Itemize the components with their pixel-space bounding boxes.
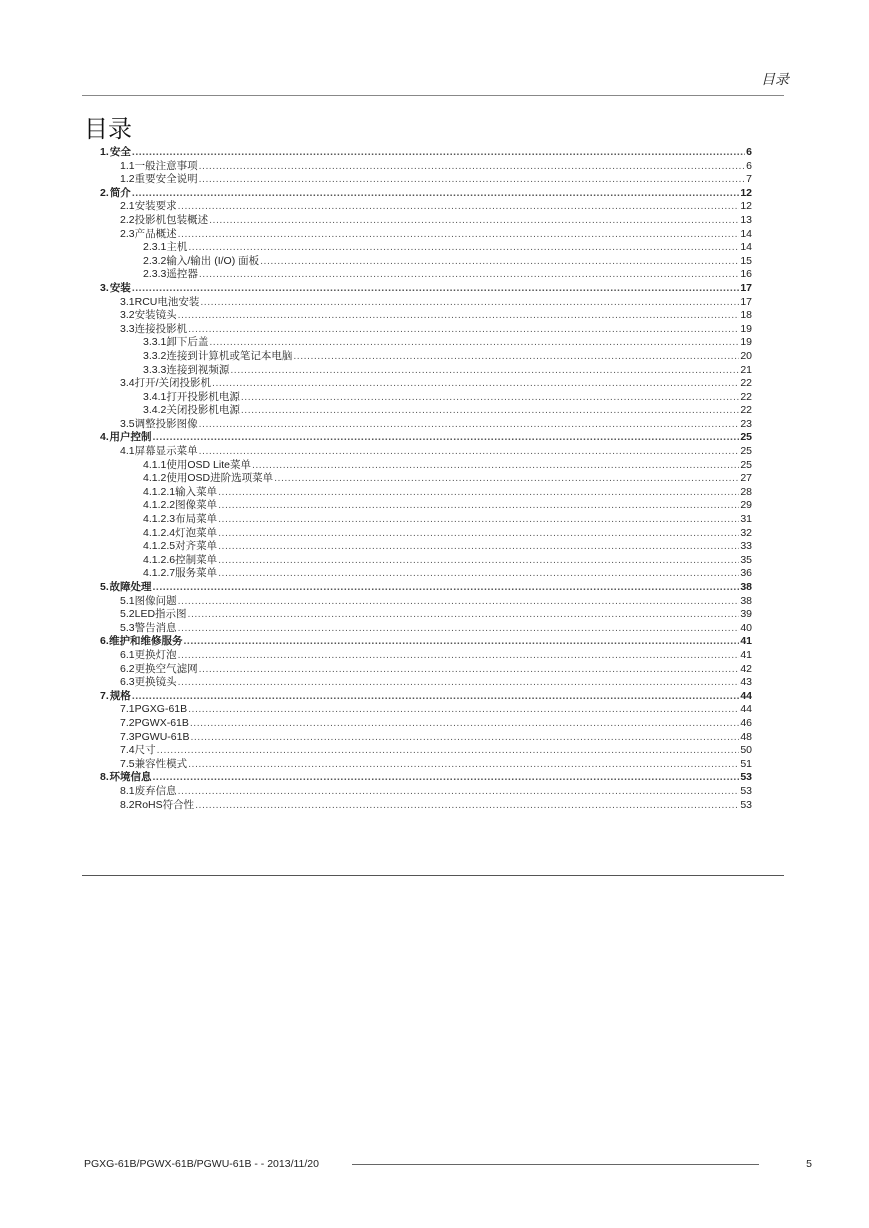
toc-entry-label: 输入/输出 (I/O) 面板 xyxy=(166,254,260,267)
toc-entry-page: 35 xyxy=(740,553,752,566)
toc-dot-leader xyxy=(217,567,739,581)
toc-entry-number: 2.3.1 xyxy=(143,241,167,254)
toc-entry-page: 22 xyxy=(740,404,752,417)
toc-entry-label: 尺寸 xyxy=(134,744,156,757)
footer-document-id: PGXG-61B/PGWX-61B/PGWU-61B - - 2013/11/20 xyxy=(84,1158,319,1170)
toc-dot-leader xyxy=(182,635,739,649)
toc-dot-leader xyxy=(187,608,740,622)
toc-dot-leader xyxy=(217,486,739,500)
toc-entry-number: 4.1.2.3 xyxy=(143,513,176,526)
toc-entry-number: 4.1.2.6 xyxy=(143,553,176,566)
toc-dot-leader xyxy=(217,540,739,554)
toc-entry-8[interactable] xyxy=(100,771,752,785)
toc-entry-label: 更换镜头 xyxy=(134,676,177,689)
toc-entry-page: 21 xyxy=(740,363,752,376)
running-header-title: 目录 xyxy=(761,71,789,87)
toc-entry-label: 遥控器 xyxy=(166,268,198,281)
toc-entry-number: 3.3.2 xyxy=(143,349,167,362)
toc-entry-number: 4.1.2.7 xyxy=(143,567,176,580)
toc-entry-page: 53 xyxy=(740,784,752,797)
toc-dot-leader xyxy=(189,731,739,745)
toc-entry-label: 用户控制 xyxy=(109,431,152,444)
toc-entry-number: 3.2 xyxy=(120,309,135,322)
toc-entry-page: 25 xyxy=(740,445,752,458)
toc-entry-label: 关闭投影机电源 xyxy=(166,404,240,417)
toc-entry-page: 23 xyxy=(740,417,752,430)
toc-entry-number: 3.3.1 xyxy=(143,336,167,349)
toc-entry-label: 服务菜单 xyxy=(175,567,218,580)
toc-entry-page: 22 xyxy=(740,390,752,403)
toc-entry-7-3[interactable] xyxy=(100,731,752,745)
toc-entry-label: 灯泡菜单 xyxy=(175,526,218,539)
toc-entry-3-3-3[interactable] xyxy=(100,364,752,378)
toc-entry-label: 调整投影图像 xyxy=(134,417,198,430)
toc-entry-label: 废弃信息 xyxy=(134,784,177,797)
toc-entry-label: RCU电池安装 xyxy=(134,295,200,308)
toc-entry-page: 14 xyxy=(740,241,752,254)
toc-dot-leader xyxy=(208,336,739,350)
toc-entry-7-1[interactable] xyxy=(100,703,752,717)
toc-entry-7-2[interactable] xyxy=(100,717,752,731)
toc-entry-label: 产品概述 xyxy=(134,227,177,240)
toc-entry-3-3-2[interactable] xyxy=(100,350,752,364)
content-end-divider xyxy=(82,875,784,876)
toc-dot-leader xyxy=(151,581,739,595)
toc-entry-6[interactable] xyxy=(100,635,752,649)
toc-entry-label: 打开/关闭投影机 xyxy=(134,377,212,390)
toc-dot-leader xyxy=(198,663,740,677)
toc-entry-number: 5.3 xyxy=(120,621,135,634)
toc-entry-2[interactable] xyxy=(100,187,752,201)
toc-entry-number: 4. xyxy=(100,431,109,444)
toc-entry-number: 7.4 xyxy=(120,744,135,757)
toc-entry-label: 安装要求 xyxy=(134,200,177,213)
toc-dot-leader xyxy=(151,771,739,785)
toc-entry-number: 7.5 xyxy=(120,757,135,770)
toc-entry-number: 7.2 xyxy=(120,716,135,729)
toc-dot-leader xyxy=(177,228,740,242)
toc-dot-leader xyxy=(131,690,740,704)
toc-entry-label: 使用OSD进阶选项菜单 xyxy=(166,472,274,485)
toc-entry-2-1[interactable] xyxy=(100,200,752,214)
toc-entry-label: 重要安全说明 xyxy=(134,173,198,186)
toc-dot-leader xyxy=(131,282,740,296)
toc-entry-4-1-2-4[interactable] xyxy=(100,527,752,541)
toc-entry-page: 18 xyxy=(740,309,752,322)
toc-dot-leader xyxy=(259,255,739,269)
toc-entry-page: 6 xyxy=(746,159,752,172)
toc-entry-page: 12 xyxy=(740,200,752,213)
toc-entry-number: 7.3 xyxy=(120,730,135,743)
toc-dot-leader xyxy=(217,554,739,568)
toc-entry-number: 3.3.3 xyxy=(143,363,167,376)
toc-entry-page: 39 xyxy=(740,608,752,621)
toc-entry-page: 17 xyxy=(740,281,752,294)
toc-entry-page: 42 xyxy=(740,662,752,675)
toc-entry-4-1-2-1[interactable] xyxy=(100,486,752,500)
toc-entry-label: 主机 xyxy=(166,241,188,254)
toc-entry-label: 连接到计算机或笔记本电脑 xyxy=(166,349,293,362)
toc-dot-leader xyxy=(187,758,739,772)
toc-entry-2-3-1[interactable] xyxy=(100,241,752,255)
toc-entry-page: 16 xyxy=(740,268,752,281)
toc-entry-page: 13 xyxy=(740,213,752,226)
toc-entry-number: 4.1 xyxy=(120,445,135,458)
toc-entry-4-1[interactable] xyxy=(100,445,752,459)
toc-entry-label: 更换灯泡 xyxy=(134,648,177,661)
toc-entry-number: 6.1 xyxy=(120,648,135,661)
toc-dot-leader xyxy=(187,703,739,717)
toc-entry-4-1-2-6[interactable] xyxy=(100,554,752,568)
toc-entry-number: 4.1.2.1 xyxy=(143,485,176,498)
toc-entry-3-1[interactable] xyxy=(100,296,752,310)
toc-dot-leader xyxy=(217,499,739,513)
footer-divider xyxy=(352,1164,759,1165)
toc-dot-leader xyxy=(131,187,740,201)
toc-entry-page: 12 xyxy=(740,186,752,199)
toc-entry-number: 4.1.2.2 xyxy=(143,499,176,512)
toc-entry-label: 简介 xyxy=(109,186,131,199)
toc-entry-page: 15 xyxy=(740,254,752,267)
toc-entry-number: 5. xyxy=(100,581,109,593)
toc-entry-3-2[interactable] xyxy=(100,309,752,323)
toc-entry-number: 8.1 xyxy=(120,784,135,797)
toc-entry-4-1-2-5[interactable] xyxy=(100,540,752,554)
toc-entry-page: 32 xyxy=(740,526,752,539)
toc-entry-number: 1. xyxy=(100,146,109,158)
toc-entry-number: 3.4.2 xyxy=(143,404,167,417)
toc-entry-page: 31 xyxy=(740,513,752,526)
toc-entry-label: 故障处理 xyxy=(109,581,152,593)
toc-entry-number: 2.3.3 xyxy=(143,268,167,281)
toc-entry-label: 打开投影机电源 xyxy=(166,390,240,403)
toc-dot-leader xyxy=(189,717,739,731)
toc-dot-leader xyxy=(198,160,746,174)
toc-entry-2-3-3[interactable] xyxy=(100,268,752,282)
toc-entry-label: 安全 xyxy=(109,146,131,158)
toc-entry-4[interactable] xyxy=(100,431,752,445)
toc-entry-label: RoHS符合性 xyxy=(134,798,195,811)
toc-entry-page: 33 xyxy=(740,540,752,553)
toc-dot-leader xyxy=(151,431,739,445)
toc-dot-leader xyxy=(217,513,739,527)
toc-entry-page: 53 xyxy=(740,771,752,784)
toc-entry-number: 4.1.1 xyxy=(143,458,167,471)
toc-entry-page: 43 xyxy=(740,676,752,689)
toc-entry-3-4-1[interactable] xyxy=(100,391,752,405)
toc-dot-leader xyxy=(240,404,739,418)
toc-entry-number: 3.4 xyxy=(120,377,135,390)
toc-entry-7-5[interactable] xyxy=(100,758,752,772)
toc-entry-6-2[interactable] xyxy=(100,663,752,677)
toc-entry-number: 8. xyxy=(100,771,109,784)
toc-dot-leader xyxy=(177,785,740,799)
toc-entry-1-1[interactable] xyxy=(100,160,752,174)
toc-entry-label: 维护和维修服务 xyxy=(108,635,183,648)
toc-entry-label: 使用OSD Lite菜单 xyxy=(166,458,251,471)
toc-dot-leader xyxy=(208,214,739,228)
toc-dot-leader xyxy=(177,622,740,636)
toc-entry-page: 41 xyxy=(740,648,752,661)
toc-entry-label: LED指示图 xyxy=(134,608,187,621)
toc-entry-1[interactable] xyxy=(100,146,752,160)
toc-dot-leader xyxy=(198,268,739,282)
toc-entry-page: 19 xyxy=(740,336,752,349)
toc-entry-number: 2.1 xyxy=(120,200,135,213)
toc-entry-label: 连接到视频源 xyxy=(166,363,230,376)
toc-dot-leader xyxy=(177,676,740,690)
toc-entry-number: 3. xyxy=(100,281,109,294)
toc-entry-number: 4.1.2.5 xyxy=(143,540,176,553)
toc-dot-leader xyxy=(194,799,739,813)
toc-entry-3[interactable] xyxy=(100,282,752,296)
toc-entry-label: 连接投影机 xyxy=(134,322,188,335)
toc-entry-label: 兼容性模式 xyxy=(134,757,188,770)
toc-entry-4-1-1[interactable] xyxy=(100,459,752,473)
toc-dot-leader xyxy=(177,200,740,214)
toc-entry-number: 6. xyxy=(100,635,109,648)
toc-entry-number: 3.5 xyxy=(120,417,135,430)
toc-entry-label: 安装镜头 xyxy=(134,309,177,322)
toc-entry-number: 2.2 xyxy=(120,213,135,226)
toc-entry-4-1-2[interactable] xyxy=(100,472,752,486)
toc-entry-number: 3.4.1 xyxy=(143,390,167,403)
toc-entry-4-1-2-7[interactable] xyxy=(100,567,752,581)
toc-entry-5[interactable] xyxy=(100,581,752,595)
toc-entry-label: PGWX-61B xyxy=(134,716,189,729)
toc-dot-leader xyxy=(240,391,739,405)
toc-entry-4-1-2-3[interactable] xyxy=(100,513,752,527)
toc-entry-label: 更换空气滤网 xyxy=(134,662,198,675)
toc-entry-page: 40 xyxy=(740,621,752,634)
toc-entry-page: 7 xyxy=(746,173,752,186)
toc-entry-number: 3.3 xyxy=(120,322,135,335)
toc-dot-leader xyxy=(217,527,739,541)
toc-dot-leader xyxy=(177,595,740,609)
toc-entry-8-1[interactable] xyxy=(100,785,752,799)
toc-entry-number: 6.3 xyxy=(120,676,135,689)
toc-entry-number: 5.2 xyxy=(120,608,135,621)
toc-entry-number: 8.2 xyxy=(120,798,135,811)
toc-entry-number: 5.1 xyxy=(120,594,135,607)
toc-entry-number: 6.2 xyxy=(120,662,135,675)
toc-entry-page: 6 xyxy=(746,146,752,158)
toc-dot-leader xyxy=(292,350,739,364)
toc-dot-leader xyxy=(211,377,739,391)
toc-entry-6-1[interactable] xyxy=(100,649,752,663)
toc-entry-number: 4.1.2.4 xyxy=(143,526,176,539)
toc-entry-label: 投影机包装概述 xyxy=(134,213,209,226)
toc-entry-label: 规格 xyxy=(109,689,131,702)
toc-entry-label: 安装 xyxy=(109,281,131,294)
toc-entry-2-3[interactable] xyxy=(100,228,752,242)
toc-dot-leader xyxy=(177,309,740,323)
toc-dot-leader xyxy=(273,472,739,486)
toc-dot-leader xyxy=(198,173,746,187)
toc-entry-label: 警告消息 xyxy=(134,621,177,634)
toc-entry-page: 53 xyxy=(740,798,752,811)
toc-entry-label: 控制菜单 xyxy=(175,553,218,566)
toc-entry-number: 2.3.2 xyxy=(143,254,167,267)
toc-entry-page: 44 xyxy=(740,689,752,702)
toc-entry-5-2[interactable] xyxy=(100,608,752,622)
toc-entry-label: 输入菜单 xyxy=(175,485,218,498)
toc-entry-number: 4.1.2 xyxy=(143,472,167,485)
toc-entry-page: 25 xyxy=(740,431,752,444)
page-title: 目录 xyxy=(84,116,132,143)
toc-dot-leader xyxy=(177,649,740,663)
toc-dot-leader xyxy=(229,364,739,378)
toc-entry-2-3-2[interactable] xyxy=(100,255,752,269)
toc-entry-number: 7. xyxy=(100,689,109,702)
toc-entry-4-1-2-2[interactable] xyxy=(100,499,752,513)
toc-dot-leader xyxy=(199,296,739,310)
toc-entry-label: 图像问题 xyxy=(134,594,177,607)
toc-entry-label: PGWU-61B xyxy=(134,730,190,743)
toc-entry-page: 25 xyxy=(740,458,752,471)
toc-entry-page: 36 xyxy=(740,567,752,580)
toc-entry-5-1[interactable] xyxy=(100,595,752,609)
toc-entry-page: 51 xyxy=(740,757,752,770)
toc-entry-6-3[interactable] xyxy=(100,676,752,690)
toc-entry-label: 对齐菜单 xyxy=(175,540,218,553)
toc-entry-page: 41 xyxy=(740,635,752,648)
toc-entry-label: 卸下后盖 xyxy=(166,336,209,349)
toc-dot-leader xyxy=(187,241,739,255)
toc-entry-number: 1.2 xyxy=(120,173,135,186)
toc-entry-page: 17 xyxy=(740,295,752,308)
toc-entry-label: 布局菜单 xyxy=(175,513,218,526)
toc-entry-label: PGXG-61B xyxy=(134,703,188,716)
toc-dot-leader xyxy=(187,323,739,337)
toc-entry-3-3-1[interactable] xyxy=(100,336,752,350)
toc-entry-page: 44 xyxy=(740,703,752,716)
toc-dot-leader xyxy=(156,744,740,758)
toc-dot-leader xyxy=(131,146,745,160)
toc-entry-label: 图像菜单 xyxy=(175,499,218,512)
toc-entry-page: 20 xyxy=(740,349,752,362)
toc-entry-3-4[interactable] xyxy=(100,377,752,391)
toc-entry-page: 22 xyxy=(740,377,752,390)
toc-entry-5-3[interactable] xyxy=(100,622,752,636)
toc-entry-number: 3.1 xyxy=(120,295,135,308)
header-divider xyxy=(82,95,784,96)
toc-entry-8-2[interactable] xyxy=(100,799,752,813)
table-of-contents xyxy=(100,146,752,812)
toc-entry-page: 14 xyxy=(740,227,752,240)
footer-page-number: 5 xyxy=(806,1158,812,1170)
toc-entry-page: 38 xyxy=(740,581,752,593)
toc-entry-1-2[interactable] xyxy=(100,173,752,187)
toc-entry-label: 屏幕显示菜单 xyxy=(134,445,198,458)
toc-entry-page: 48 xyxy=(740,730,752,743)
toc-entry-3-5[interactable] xyxy=(100,418,752,432)
toc-entry-page: 29 xyxy=(740,499,752,512)
toc-entry-number: 1.1 xyxy=(120,159,135,172)
toc-dot-leader xyxy=(251,459,739,473)
toc-entry-3-3[interactable] xyxy=(100,323,752,337)
toc-entry-2-2[interactable] xyxy=(100,214,752,228)
toc-entry-number: 2. xyxy=(100,186,109,199)
toc-entry-page: 38 xyxy=(740,594,752,607)
toc-dot-leader xyxy=(198,445,740,459)
toc-entry-page: 19 xyxy=(740,322,752,335)
toc-dot-leader xyxy=(198,418,740,432)
toc-entry-number: 2.3 xyxy=(120,227,135,240)
toc-entry-page: 27 xyxy=(740,472,752,485)
toc-entry-label: 一般注意事项 xyxy=(134,159,198,172)
toc-entry-7[interactable] xyxy=(100,690,752,704)
toc-entry-label: 环境信息 xyxy=(109,771,152,784)
toc-entry-page: 50 xyxy=(740,744,752,757)
toc-entry-page: 46 xyxy=(740,716,752,729)
toc-entry-number: 7.1 xyxy=(120,703,135,716)
toc-entry-7-4[interactable] xyxy=(100,744,752,758)
toc-entry-page: 28 xyxy=(740,485,752,498)
toc-entry-3-4-2[interactable] xyxy=(100,404,752,418)
